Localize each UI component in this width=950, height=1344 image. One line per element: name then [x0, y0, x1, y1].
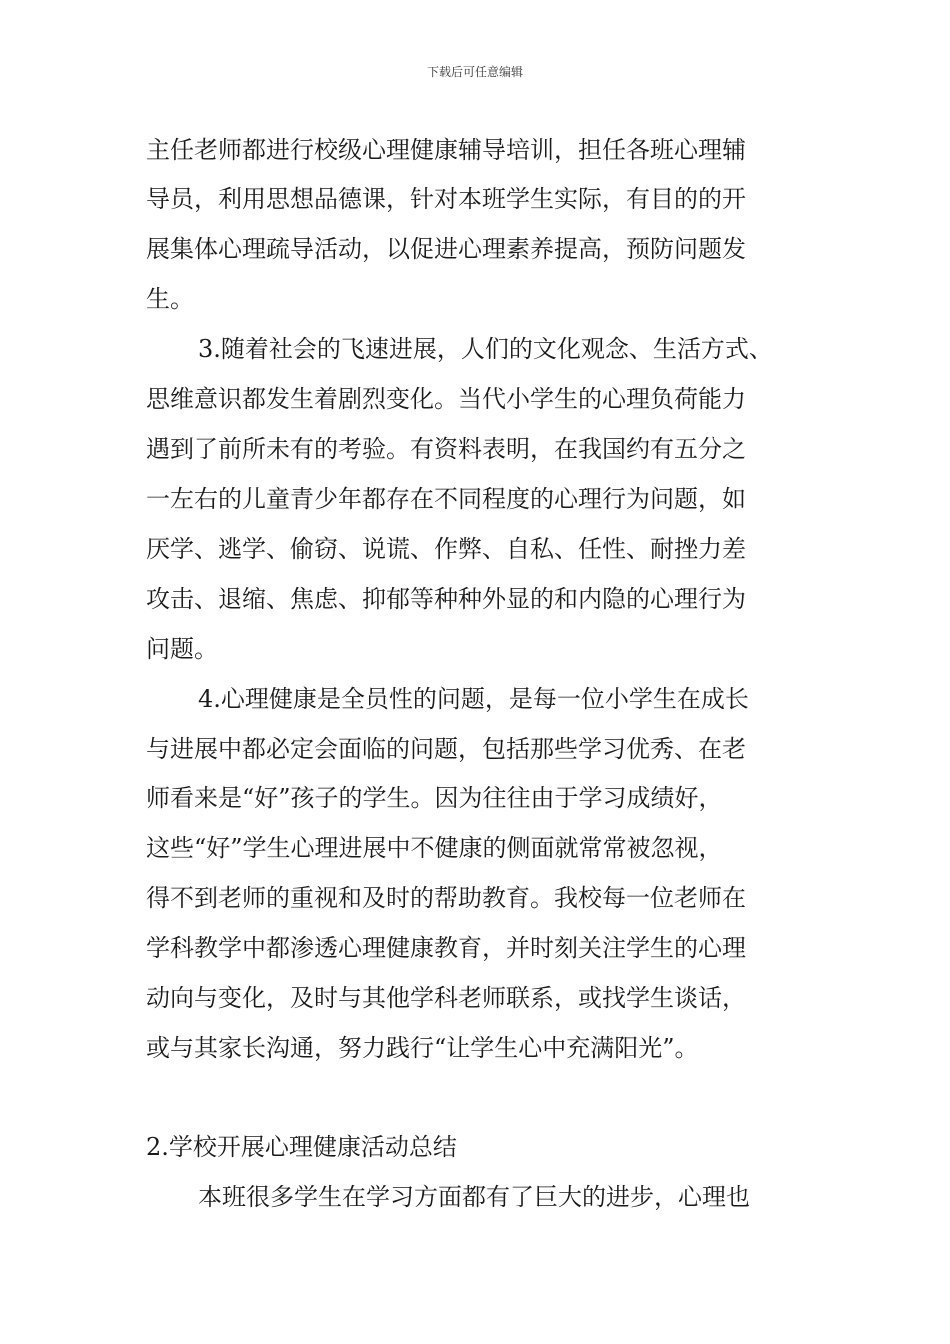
text-line: 攻击、退缩、焦虑、抑郁等种种外显的和内隐的心理行为 — [146, 585, 746, 613]
page-header: 下载后可任意编辑 — [426, 65, 523, 79]
text-line: 导员，利用思想品德课，针对本班学生实际，有目的的开 — [146, 185, 746, 213]
text-line: 学科教学中都渗透心理健康教育，并时刻关注学生的心理 — [146, 934, 746, 962]
paragraph-3-start: 3.随着社会的飞速进展，人们的文化观念、生活方式、 — [198, 335, 773, 363]
text-line: 展集体心理疏导活动，以促进心理素养提高，预防问题发 — [146, 235, 746, 263]
text-line: 生。 — [146, 285, 194, 313]
text-line: 主任老师都进行校级心理健康辅导培训，担任各班心理辅 — [146, 136, 746, 164]
text-line: 得不到老师的重视和及时的帮助教育。我校每一位老师在 — [146, 884, 746, 912]
text-line: 或与其家长沟通，努力践行“让学生心中充满阳光”。 — [146, 1034, 699, 1062]
paragraph-4-start: 4.心理健康是全员性的问题，是每一位小学生在成长 — [198, 685, 749, 713]
text-line: 师看来是“好”孩子的学生。因为往往由于学习成绩好， — [146, 784, 723, 812]
text-line: 与进展中都必定会面临的问题，包括那些学习优秀、在老 — [146, 735, 746, 763]
section-heading: 2.学校开展心理健康活动总结 — [146, 1133, 457, 1161]
text-line: 这些“好”学生心理进展中不健康的侧面就常常被忽视， — [146, 834, 723, 862]
text-line: 思维意识都发生着剧烈变化。当代小学生的心理负荷能力 — [146, 385, 746, 413]
text-line: 一左右的儿童青少年都存在不同程度的心理行为问题，如 — [146, 485, 746, 513]
section-paragraph-start: 本班很多学生在学习方面都有了巨大的进步，心理也 — [198, 1183, 750, 1211]
text-line: 动向与变化，及时与其他学科老师联系，或找学生谈话， — [146, 984, 746, 1012]
text-line: 遇到了前所未有的考验。有资料表明，在我国约有五分之 — [146, 435, 746, 463]
text-line: 厌学、逃学、偷窃、说谎、作弊、自私、任性、耐挫力差 — [146, 535, 746, 563]
text-line: 问题。 — [146, 635, 218, 663]
